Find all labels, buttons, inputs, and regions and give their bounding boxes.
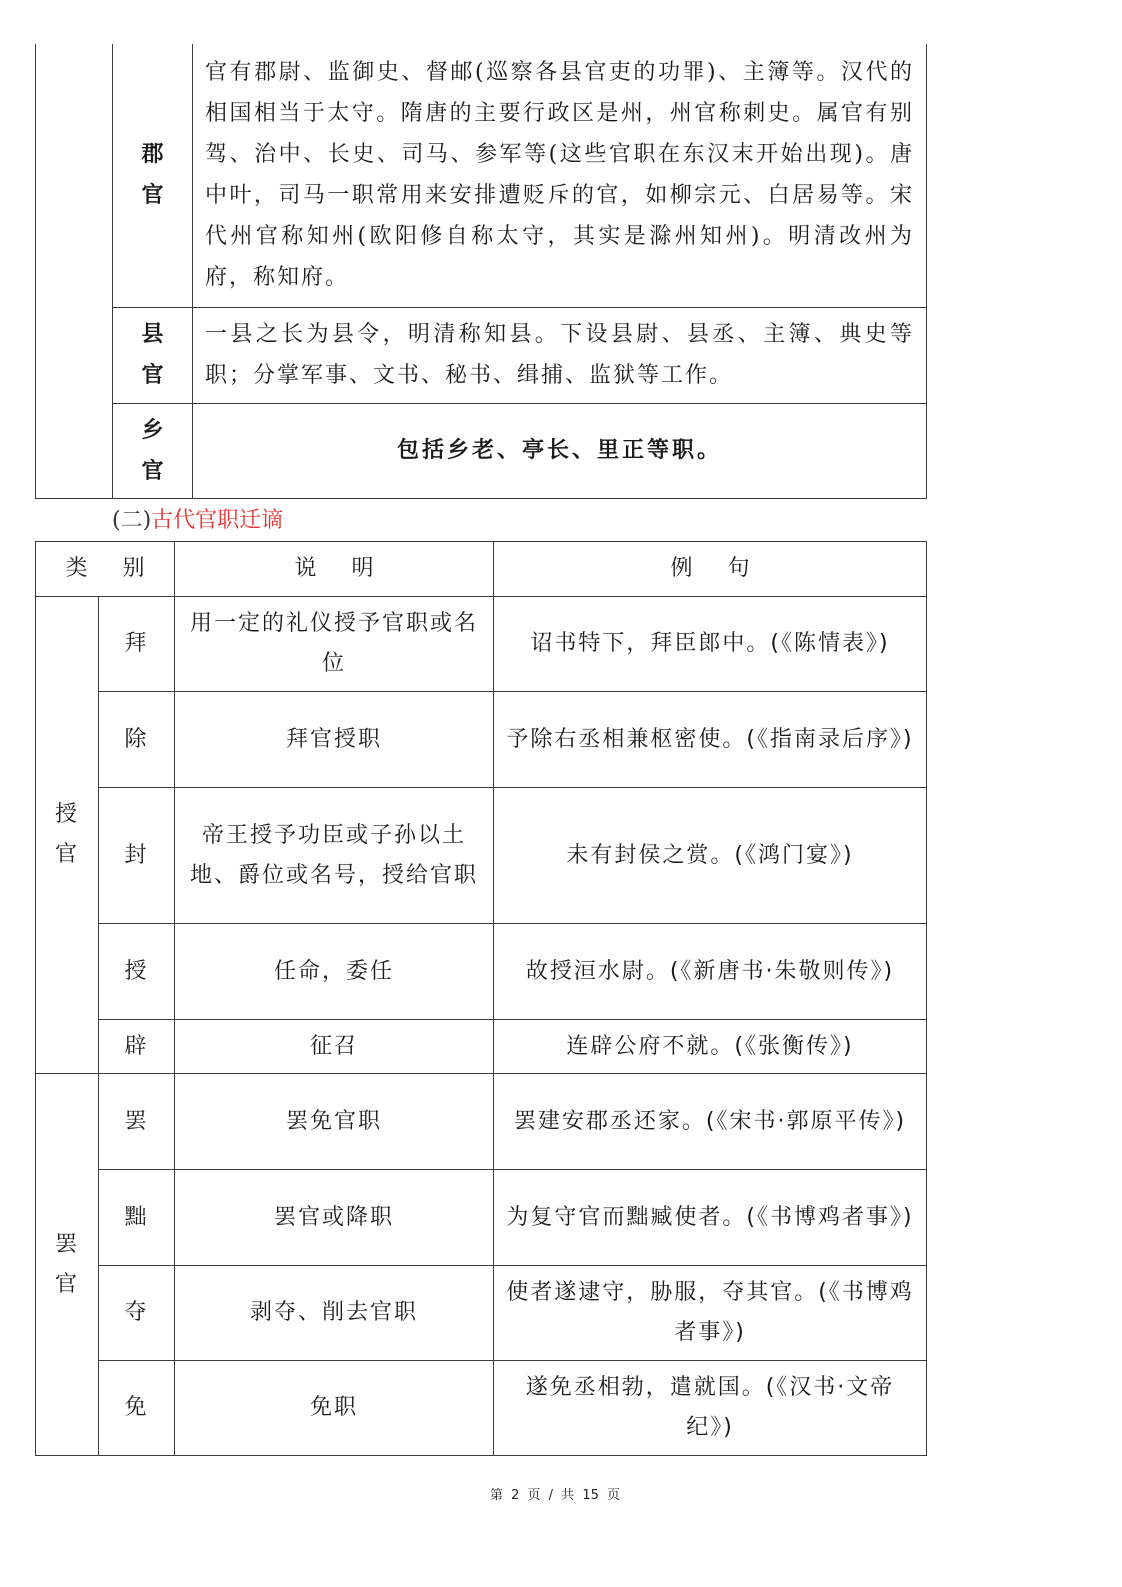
header-description: 说 明 [175,542,494,597]
table-row [36,1266,927,1361]
table-row [36,692,927,788]
table-row [36,1170,927,1266]
row-label: 乡 官 [113,403,193,498]
term: 辟 [99,1020,175,1074]
group-appoint: 授 官 [36,597,99,1074]
table-row [36,788,927,924]
table-row [36,1074,927,1170]
section-heading [112,505,283,537]
page-footer: 第 2 页 / 共 15 页 [490,1488,620,1503]
description: 帝王授予功臣或子孙以土地、爵位或名号，授给官职 [175,788,494,924]
table-row [36,597,927,692]
header-row [36,542,927,597]
description: 剥夺、削去官职 [175,1266,494,1361]
term: 夺 [99,1266,175,1361]
table-row [36,44,927,307]
group-cell-empty [36,44,113,498]
example: 连辟公府不就。(《张衡传》) [494,1020,927,1074]
description: 用一定的礼仪授予官职或名位 [175,597,494,692]
description: 任命，委任 [175,924,494,1020]
term: 授 [99,924,175,1020]
table-row [36,1020,927,1074]
header-example: 例 句 [494,542,927,597]
group-dismiss: 罢 官 [36,1074,99,1456]
row-text: 官有郡尉、监御史、督邮(巡察各县官吏的功罪)、主簿等。汉代的相国相当于太守。隋唐的主要行政区是州，州官称刺史。属官有别驾、治中、长史、司马、参军等(这些官职在东汉末开始出现)。唐中叶，司马一职常用来安排遭贬斥的官，如柳宗元、白居易等。宋代州官称知州(欧阳修自称太守，其实是滁州知州)。明清改州为府，称知府。 [193,44,927,307]
description: 罢官或降职 [175,1170,494,1266]
section-title: 古代官职迁谪 [151,508,284,533]
appointment-dismissal-table [35,541,927,1456]
table-row [36,307,927,403]
section-prefix: (二) [112,508,152,533]
term: 除 [99,692,175,788]
term: 罢 [99,1074,175,1170]
example: 为复守官而黜臧使者。(《书博鸡者事》) [494,1170,927,1266]
term: 封 [99,788,175,924]
row-text: 包括乡老、亭长、里正等职。 [193,403,927,498]
example: 遂免丞相勃，遣就国。(《汉书·文帝纪》) [494,1361,927,1456]
official-ranks-table [35,44,927,499]
example: 罢建安郡丞还家。(《宋书·郭原平传》) [494,1074,927,1170]
example: 诏书特下，拜臣郎中。(《陈情表》) [494,597,927,692]
term: 免 [99,1361,175,1456]
row-label: 县 官 [113,307,193,403]
header-category: 类 别 [36,542,175,597]
description: 罢免官职 [175,1074,494,1170]
term: 拜 [99,597,175,692]
term: 黜 [99,1170,175,1266]
table-row [36,924,927,1020]
example: 未有封侯之赏。(《鸿门宴》) [494,788,927,924]
description: 征召 [175,1020,494,1074]
description: 免职 [175,1361,494,1456]
example: 使者遂逮守，胁服，夺其官。(《书博鸡者事》) [494,1266,927,1361]
table-row [36,1361,927,1456]
row-text: 一县之长为县令，明清称知县。下设县尉、县丞、主簿、典史等职；分掌军事、文书、秘书、缉捕、监狱等工作。 [193,307,927,403]
example: 予除右丞相兼枢密使。(《指南录后序》) [494,692,927,788]
row-label: 郡 官 [113,44,193,307]
example: 故授洹水尉。(《新唐书·朱敬则传》) [494,924,927,1020]
table-row [36,403,927,498]
description: 拜官授职 [175,692,494,788]
